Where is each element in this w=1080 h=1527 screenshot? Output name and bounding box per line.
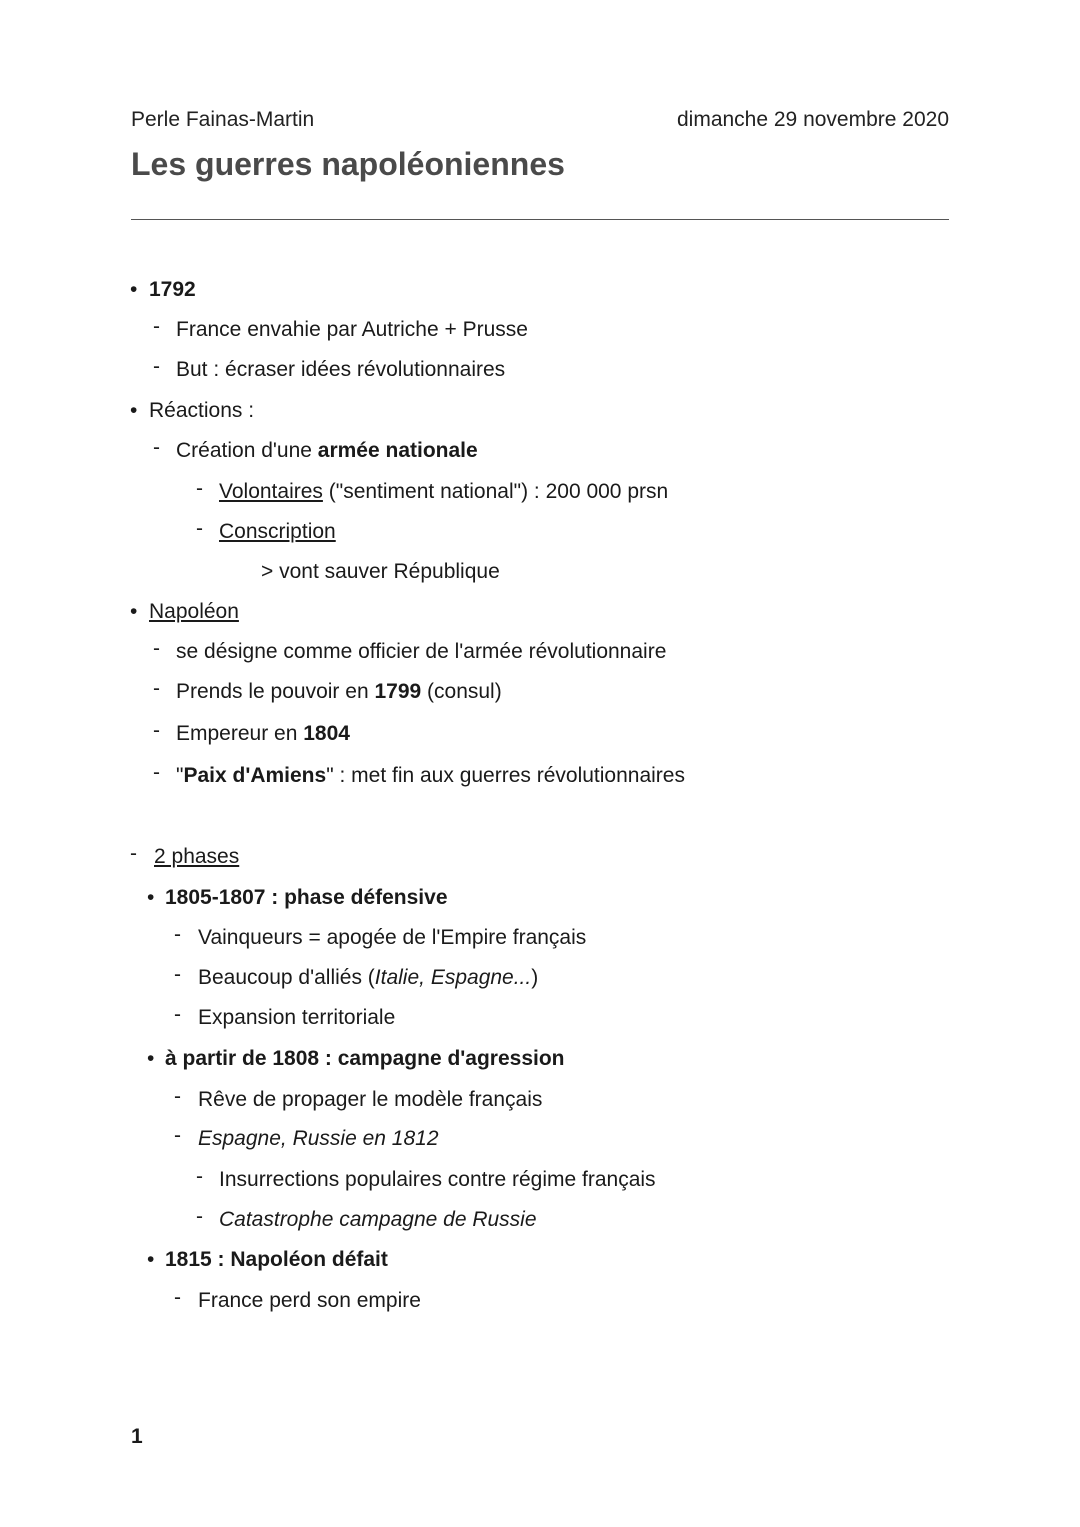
allies-pre: Beaucoup d'alliés ( — [198, 966, 375, 989]
allies-post: ) — [531, 966, 539, 989]
item-2-phases: 2 phases — [154, 845, 240, 868]
phase1-item-expansion: Expansion territoriale — [198, 1006, 396, 1029]
page-title: Les guerres napoléoniennes — [131, 146, 565, 182]
dash-marker: - — [196, 477, 203, 500]
item-sauver-republique: > vont sauver République — [261, 560, 500, 583]
pouvoir-pre: Prends le pouvoir en — [176, 680, 375, 703]
header-date: dimanche 29 novembre 2020 — [676, 108, 949, 131]
item-empereur — [176, 721, 350, 747]
dash-marker: - — [153, 761, 160, 784]
bullet-marker: • — [147, 1047, 155, 1070]
item-1792: 1792 — [149, 278, 196, 301]
page-number: 1 — [131, 1425, 143, 1448]
phase1-item-allies — [198, 965, 538, 991]
dash-marker: - — [153, 637, 160, 660]
title-divider — [131, 219, 949, 220]
phase2-item-reve: Rêve de propager le modèle français — [198, 1088, 543, 1111]
item-reactions: Réactions : — [149, 399, 255, 422]
paix-post: " : met fin aux guerres révolutionnaires — [326, 764, 685, 787]
dash-marker: - — [153, 315, 160, 338]
dash-marker: - — [174, 1003, 181, 1026]
phase2-item-espagne-russie: Espagne, Russie en 1812 — [198, 1127, 439, 1150]
volontaires-rest: ("sentiment national") : 200 000 prsn — [322, 480, 669, 503]
header-author: Perle Fainas-Martin — [131, 108, 315, 131]
phase1-item-vainqueurs: Vainqueurs = apogée de l'Empire français — [198, 926, 587, 949]
phase2-sub-insurrections: Insurrections populaires contre régime français — [219, 1168, 656, 1191]
item-pouvoir — [176, 679, 502, 705]
phase1-title: 1805-1807 : phase défensive — [165, 886, 448, 909]
dash-marker: - — [153, 436, 160, 459]
item-conscription: Conscription — [219, 520, 336, 543]
dash-marker: - — [196, 1205, 203, 1228]
dash-marker: - — [130, 842, 137, 865]
dash-marker: - — [174, 1286, 181, 1309]
creation-bold: armée nationale — [317, 439, 478, 462]
creation-text: Création d'une — [176, 439, 318, 462]
dash-marker: - — [153, 677, 160, 700]
volontaires-label: Volontaires — [219, 480, 323, 503]
dash-marker: - — [174, 1085, 181, 1108]
bullet-marker: • — [147, 886, 155, 909]
bullet-marker: • — [130, 399, 138, 422]
item-france-envahie: France envahie par Autriche + Prusse — [176, 318, 528, 341]
dash-marker: - — [174, 963, 181, 986]
dash-marker: - — [174, 1124, 181, 1147]
item-napoleon: Napoléon — [149, 600, 239, 623]
dash-marker: - — [153, 355, 160, 378]
pouvoir-year: 1799 — [374, 680, 422, 703]
item-volontaires — [219, 479, 668, 505]
dash-marker: - — [196, 1165, 203, 1188]
dash-marker: - — [196, 517, 203, 540]
bullet-marker: • — [130, 600, 138, 623]
dash-marker: - — [174, 923, 181, 946]
dash-marker: - — [153, 719, 160, 742]
phase2-title: à partir de 1808 : campagne d'agression — [165, 1047, 565, 1070]
bullet-marker: • — [130, 278, 138, 301]
phase3-item-empire: France perd son empire — [198, 1289, 421, 1312]
bullet-marker: • — [147, 1248, 155, 1271]
item-officier: se désigne comme officier de l'armée révolutionnaire — [176, 640, 667, 663]
paix-bold: Paix d'Amiens — [183, 764, 327, 787]
item-paix-amiens — [176, 763, 685, 789]
pouvoir-post: (consul) — [421, 680, 502, 703]
empereur-year: 1804 — [303, 722, 350, 745]
item-creation-armee — [176, 438, 478, 464]
item-but: But : écraser idées révolutionnaires — [176, 358, 506, 381]
phase2-sub-catastrophe: Catastrophe campagne de Russie — [219, 1208, 537, 1231]
allies-italic: Italie, Espagne... — [374, 966, 532, 989]
paix-pre: " — [176, 764, 184, 787]
phase3-title: 1815 : Napoléon défait — [165, 1248, 388, 1271]
empereur-pre: Empereur en — [176, 722, 304, 745]
